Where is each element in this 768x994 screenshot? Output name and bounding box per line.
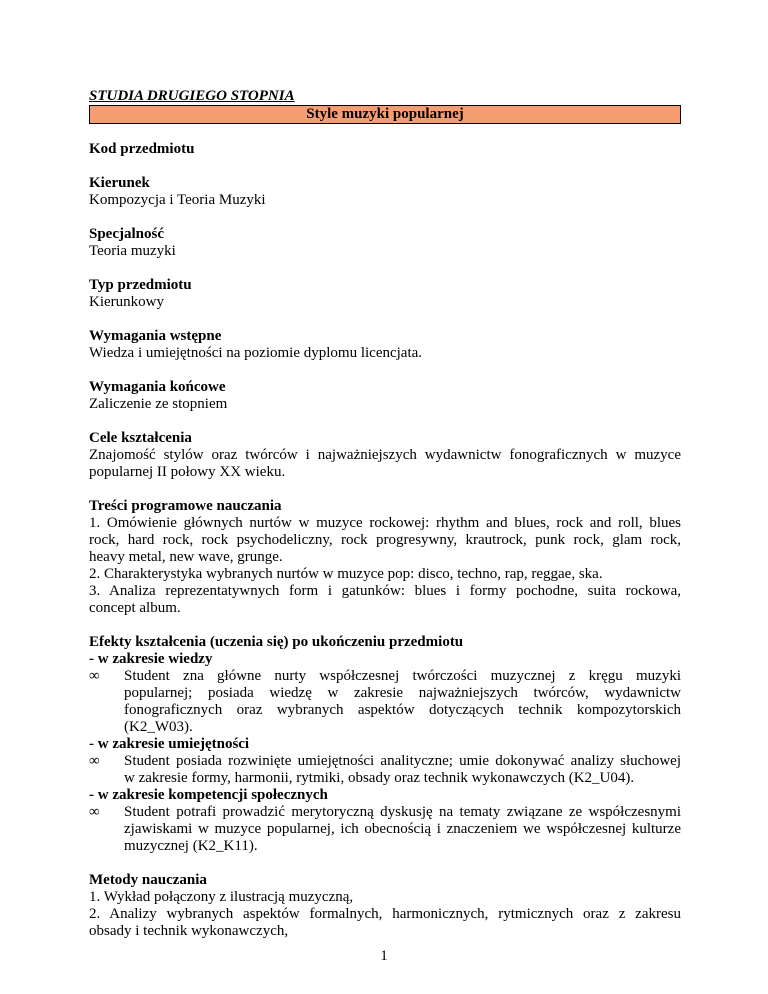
program-item-line: concept album. — [89, 600, 181, 616]
specialty-value: Teoria muzyki — [89, 243, 176, 259]
specialty-section — [89, 226, 681, 260]
course-title-bar: Style muzyki popularnej — [89, 105, 681, 124]
goals-section — [89, 430, 681, 481]
bullet-line: w zakresie formy, harmonii, rytmiki, obsady oraz technik wykonawczych (K2_U04). — [124, 770, 635, 786]
infinity-bullet-icon: ∞ — [89, 668, 100, 684]
bullet-line: Student zna główne nurty współczesnej twórczości muzycznej z kręgu muzyki — [124, 668, 681, 684]
outcomes-label: Efekty kształcenia (uczenia się) po ukończeniu przedmiotu — [89, 634, 464, 650]
final-requirements-label: Wymagania końcowe — [89, 379, 226, 395]
program-label: Treści programowe nauczania — [89, 498, 282, 514]
final-requirements-section — [89, 379, 681, 413]
program-section — [89, 498, 681, 617]
field-section — [89, 175, 681, 209]
knowledge-subheading: - w zakresie wiedzy — [89, 651, 213, 667]
bullet-line: Student potrafi prowadzić merytoryczną dyskusję na tematy związane ze współczesnymi — [124, 804, 681, 820]
final-requirements-value: Zaliczenie ze stopniem — [89, 396, 228, 412]
course-code-label: Kod przedmiotu — [89, 141, 195, 157]
skills-bullet — [89, 753, 681, 787]
specialty-label: Specjalność — [89, 226, 164, 242]
methods-section — [89, 872, 681, 940]
outcomes-section — [89, 634, 681, 855]
goals-label: Cele kształcenia — [89, 430, 192, 446]
methods-item-line: obsady i technik wykonawczych, — [89, 923, 289, 939]
field-label: Kierunek — [89, 175, 150, 191]
program-item-line: rock, hard rock, rock psychodeliczny, rock progresywny, krautrock, punk rock, glam rock, — [89, 532, 681, 548]
study-level-heading: STUDIA DRUGIEGO STOPNIA — [89, 88, 295, 104]
prerequisites-value: Wiedza i umiejętności na poziomie dyplomu licencjata. — [89, 345, 423, 361]
goals-line: Znajomość stylów oraz twórców i najważniejszych wydawnictw fonograficznych w muzyce — [89, 447, 681, 463]
program-item-line: 2. Charakterystyka wybranych nurtów w muzyce pop: disco, techno, rap, reggae, ska. — [89, 566, 603, 582]
competences-bullet — [89, 804, 681, 855]
bullet-line: Student posiada rozwinięte umiejętności analityczne; umie dokonywać analizy słuchowej — [124, 753, 681, 769]
program-item-line: 3. Analiza reprezentatywnych form i gatunków: blues i formy pochodne, suita rockowa, — [89, 583, 681, 599]
methods-item-line: 1. Wykład połączony z ilustracją muzyczną, — [89, 889, 354, 905]
course-code-section — [89, 141, 681, 158]
course-type-value: Kierunkowy — [89, 294, 164, 310]
methods-item-line: 2. Analizy wybranych aspektów formalnych, harmonicznych, rytmicznych oraz z zakresu — [89, 906, 681, 922]
field-value: Kompozycja i Teoria Muzyki — [89, 192, 266, 208]
course-type-section — [89, 277, 681, 311]
course-type-label: Typ przedmiotu — [89, 277, 192, 293]
bullet-line: (K2_W03). — [124, 719, 193, 735]
knowledge-bullet — [89, 668, 681, 736]
skills-subheading: - w zakresie umiejętności — [89, 736, 250, 752]
program-item-line: heavy metal, new wave, grunge. — [89, 549, 283, 565]
bullet-line: popularnej; posiada wiedzę w zakresie najważniejszych twórców, wydawnictw — [124, 685, 681, 701]
bullet-line: zjawiskami w muzyce popularnej, ich obecnością i znaczeniem we współczesnej kulturze — [124, 821, 681, 837]
document-page — [89, 88, 681, 940]
goals-line: popularnej II połowy XX wieku. — [89, 464, 286, 480]
prerequisites-section — [89, 328, 681, 362]
prerequisites-label: Wymagania wstępne — [89, 328, 222, 344]
bullet-line: fonograficznych oraz wybranych aspektów dotyczących technik kompozytorskich — [124, 702, 681, 718]
infinity-bullet-icon: ∞ — [89, 753, 100, 769]
page-number: 1 — [380, 948, 388, 964]
methods-label: Metody nauczania — [89, 872, 207, 888]
competences-subheading: - w zakresie kompetencji społecznych — [89, 787, 328, 803]
infinity-bullet-icon: ∞ — [89, 804, 100, 820]
program-item-line: 1. Omówienie głównych nurtów w muzyce rockowej: rhythm and blues, rock and roll, blues — [89, 515, 681, 531]
bullet-line: muzycznej (K2_K11). — [124, 838, 258, 854]
